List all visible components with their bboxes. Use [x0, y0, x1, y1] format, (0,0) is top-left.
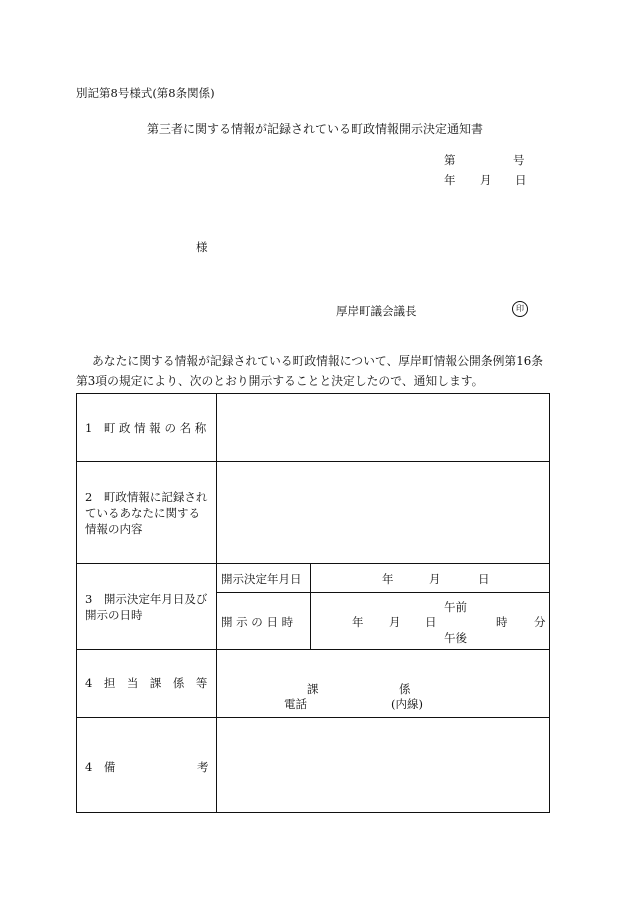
- disclosure-am: 午前: [444, 600, 467, 614]
- row3-subdivider: [216, 592, 549, 593]
- sender-name: 厚岸町議会議長: [336, 304, 417, 318]
- row2-label-line-1: 2 町政情報に記録され: [85, 490, 208, 504]
- disclosure-minute: 分: [534, 615, 546, 629]
- date-day: 日: [515, 173, 527, 187]
- row4-label: 4 担 当 課 係 等: [85, 676, 208, 690]
- table-subcolumn-divider: [310, 564, 311, 649]
- decision-date-day: 日: [478, 572, 490, 586]
- row2-label-line-2: ているあなたに関する: [85, 506, 200, 520]
- row3-label-line-1: 3 開示決定年月日及び: [85, 592, 208, 606]
- disclosure-hour: 時: [496, 615, 508, 629]
- doc-number-prefix: 第: [444, 153, 456, 167]
- row3-label: [85, 591, 207, 623]
- row-divider-1: [77, 461, 549, 462]
- disclosure-year: 年: [352, 615, 364, 629]
- remarks-label-end: 考: [197, 760, 209, 774]
- disclosure-day: 日: [425, 615, 437, 629]
- row2-label-line-3: 情報の内容: [85, 522, 143, 536]
- document-title: 第三者に関する情報が記録されている町政情報開示決定通知書: [146, 122, 483, 136]
- table-column-divider: [216, 394, 217, 812]
- disclosure-datetime-label: 開 示 の 日 時: [221, 615, 294, 629]
- row1-label: 1 町 政 情 報 の 名 称: [85, 421, 207, 435]
- body-text-line-2: 第3項の規定により、次のとおり開示することと決定したので、通知します。: [76, 374, 484, 388]
- body-text-line-1: あなたに関する情報が記録されている町政情報について、厚岸町情報公開条例第16条: [92, 354, 544, 368]
- decision-date-year: 年: [382, 572, 394, 586]
- addressee-suffix: 様: [196, 240, 208, 254]
- row-divider-2: [77, 563, 549, 564]
- extension-label: (内線): [391, 697, 423, 711]
- decision-date-month: 月: [429, 572, 441, 586]
- row3-label-line-2: 開示の日時: [85, 608, 143, 622]
- date-month: 月: [480, 173, 492, 187]
- disclosure-pm: 午後: [444, 631, 467, 645]
- seal-mark: 印: [512, 301, 528, 317]
- decision-date-label: 開示決定年月日: [221, 572, 302, 586]
- disclosure-month: 月: [389, 615, 401, 629]
- row-divider-3: [77, 649, 549, 650]
- section-kakari: 係: [399, 682, 411, 696]
- date-year: 年: [444, 173, 456, 187]
- form-reference: 別記第8号様式(第8条関係): [76, 86, 215, 100]
- phone-label: 電話: [284, 697, 307, 711]
- section-ka: 課: [307, 682, 319, 696]
- doc-number-suffix: 号: [513, 153, 525, 167]
- remarks-label-start: 4 備: [85, 760, 116, 774]
- row-divider-4: [77, 717, 549, 718]
- notice-table: [76, 393, 550, 813]
- row2-label: [85, 489, 207, 537]
